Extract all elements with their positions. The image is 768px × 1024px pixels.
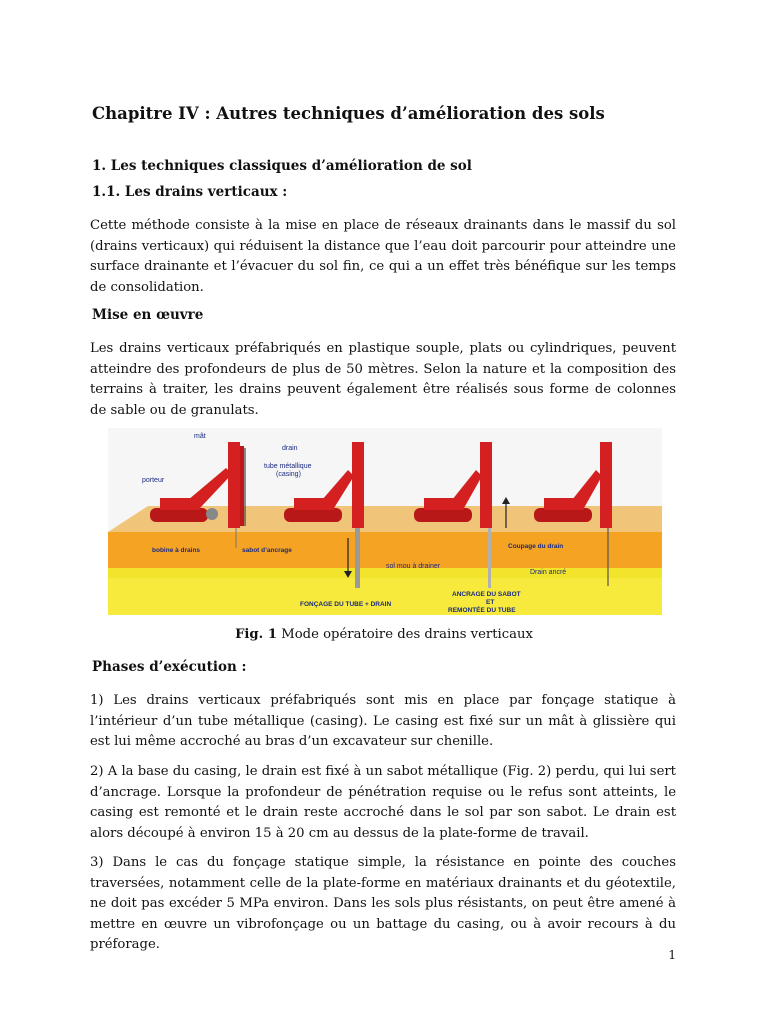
label-mat: mât [194,433,206,440]
phase-1-paragraph: 1) Les drains verticaux préfabriqués sont mis en place par fonçage statique à l’intérieur d’un tube métallique (casing). Le casing est fixé sur un mât à glissière qui est lui même accroché au bras d’un excavateur sur chenille. [90,693,676,749]
section-heading-1-1: 1.1. Les drains verticaux : [92,184,288,200]
label-sabot: sabot d’ancrage [242,547,292,554]
figure-caption [0,627,768,642]
label-sol-mou: sol mou à drainer [386,563,441,570]
mise-en-oeuvre-heading: Mise en œuvre [92,307,204,323]
section-heading-1: 1. Les techniques classiques d’amélioration de sol [92,158,472,174]
label-drain-ancre: Drain ancré [530,569,567,576]
chapter-title: Chapitre IV : Autres techniques d’amélioration des sols [92,104,605,123]
phases-heading: Phases d’exécution : [92,659,247,675]
label-ancrage-1: ANCRAGE DU SABOT [452,591,521,598]
phase-3-paragraph: 3) Dans le cas du fonçage statique simple, la résistance en pointe des couches traversées, notamment celle de la plate-forme en matériaux drainants et du géotextile, ne doit pas excéder 5 MPa environ. Dans les sols plus résistants, on peut être amené à mettre en œuvre un vibrofonçage ou un battage du casing, ou à avoir recours à du préforage. [90,855,676,952]
label-bobine: bobine à drains [152,547,201,554]
label-foncage: FONÇAGE DU TUBE + DRAIN [300,601,392,608]
label-ancrage-3: REMONTÉE DU TUBE [448,607,516,614]
figure-drain-installation [108,428,662,615]
figure-illustration [108,428,662,615]
label-coupage: Coupage du drain [508,543,564,550]
page-number: 1 [668,948,676,962]
label-drain: drain [282,445,298,452]
label-casing: (casing) [276,471,301,478]
label-ancrage-2: ET [486,599,495,606]
base-layer-lower [108,578,662,615]
intro-paragraph: Cette méthode consiste à la mise en place de réseaux drainants dans le massif du sol (drains verticaux) qui réduisent la distance que l’eau doit parcourir pour atteindre une surface drainante et l’évacuer du sol fin, ce qui a un effet très bénéfique sur les temps de consolidation. [90,218,676,295]
figure-caption-text: Mode opératoire des drains verticaux [277,627,533,642]
mise-en-oeuvre-paragraph: Les drains verticaux préfabriqués en plastique souple, plats ou cylindriques, peuvent atteindre des profondeurs de plus de 50 mètres. Selon la nature et la composition des terrains à traiter, les drains peuvent également être réalisés sous forme de colonnes de sable ou de granulats. [90,341,676,418]
figure-caption-prefix: Fig. 1 [235,627,278,642]
label-tube: tube métallique [264,463,312,470]
phase-2-paragraph: 2) A la base du casing, le drain est fixé à un sabot métallique (Fig. 2) perdu, qui lui sert d’ancrage. Lorsque la profondeur de pénétration requise ou le refus sont atteints, le casing est remonté et le drain reste accroché dans le sol par son sabot. Le drain est alors découpé à environ 15 à 20 cm au dessus de la plate-forme de travail. [90,764,676,841]
label-porteur: porteur [142,477,165,484]
